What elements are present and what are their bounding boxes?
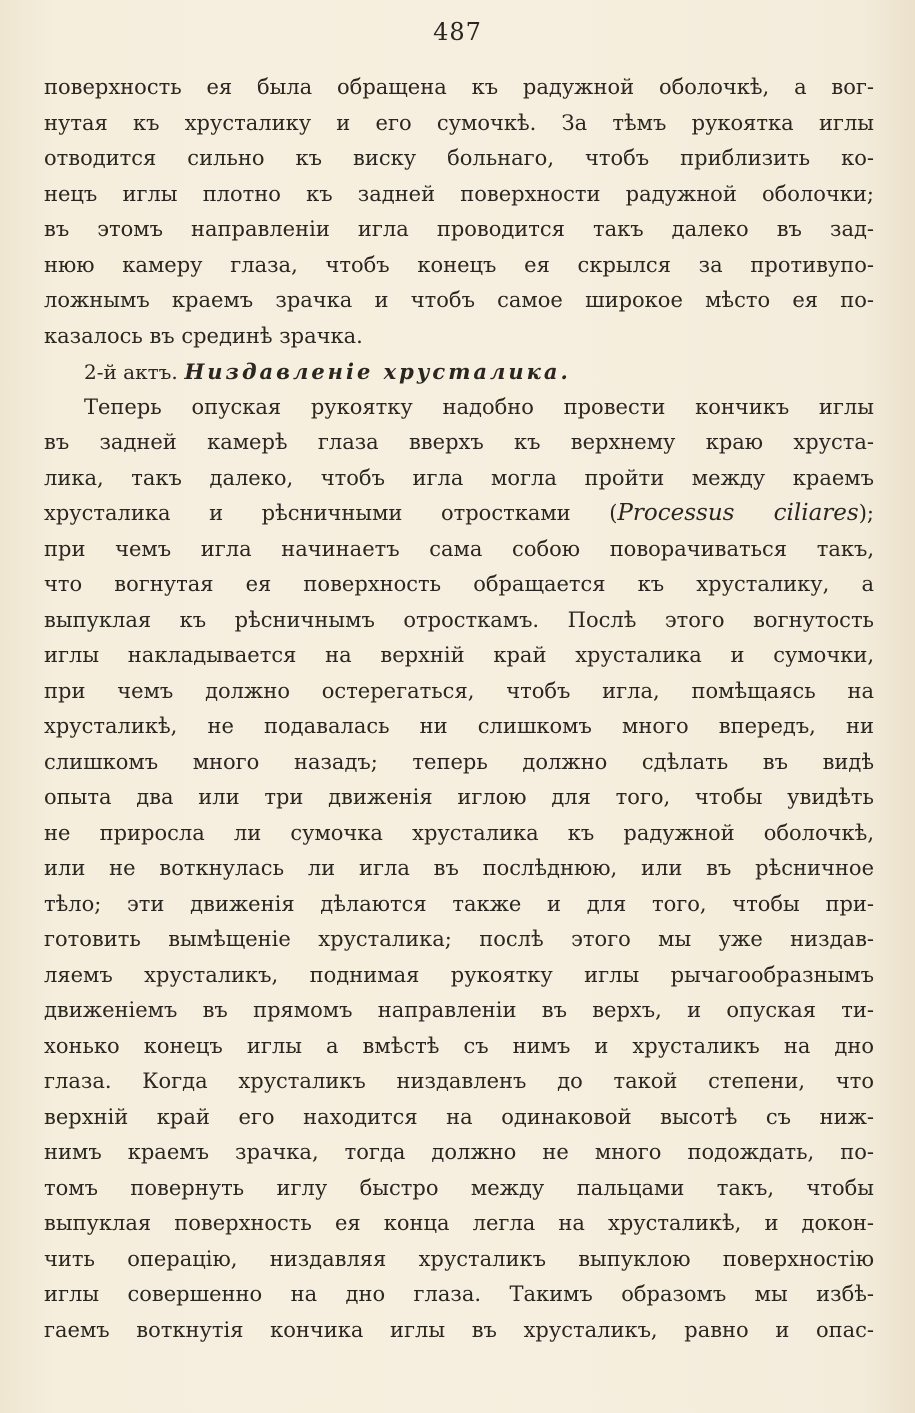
- latin-line-after: );: [858, 501, 874, 525]
- text-line: въ задней камерѣ глаза вверхъ къ верхнему краю хруста-: [44, 430, 874, 454]
- text-line: томъ повернуть иглу быстро между пальцами такъ, чтобы: [44, 1175, 874, 1200]
- text-line: лика, такъ далеко, чтобъ игла могла пройти между краемъ: [44, 465, 874, 490]
- text-line: слишкомъ много назадъ; теперь должно сдѣлать въ видѣ: [44, 749, 874, 774]
- text-line: не приросла ли сумочка хрусталика къ радужной оболочкѣ,: [44, 820, 874, 845]
- act-label: 2-й актъ.: [84, 360, 178, 384]
- text-line: нимъ краемъ зрачка, тогда должно не много подождать, по-: [44, 1140, 874, 1164]
- text-line: ляемъ хрусталикъ, поднимая рукоятку иглы рычагообразнымъ: [44, 962, 874, 987]
- text-line: верхній край его находится на одинаковой высотѣ съ ниж-: [44, 1104, 874, 1129]
- text-line: чить операцію, низдавляя хрусталикъ выпуклою поверхностію: [44, 1246, 874, 1271]
- text-line-latin: [44, 496, 874, 532]
- text-line: отводится сильно къ виску больнаго, чтобъ приблизить ко-: [44, 146, 874, 170]
- text-line: глаза. Когда хрусталикъ низдавленъ до такой степени, что: [44, 1069, 874, 1093]
- text-line: ложнымъ краемъ зрачка и чтобъ самое широкое мѣсто ея по-: [44, 288, 874, 312]
- text-line: хрусталикѣ, не подавалась ни слишкомъ много впередъ, ни: [44, 714, 874, 738]
- text-line: нецъ иглы плотно къ задней поверхности радужной оболочки;: [44, 181, 874, 206]
- act-heading: [44, 354, 874, 390]
- text-line: гаемъ воткнутія кончика иглы въ хрусталикъ, равно и опас-: [44, 1317, 874, 1342]
- text-line: при чемъ игла начинаетъ сама собою поворачиваться такъ,: [44, 536, 874, 561]
- text-line: тѣло; эти движенія дѣлаются также и для того, чтобы при-: [44, 891, 874, 916]
- text-line: Теперь опуская рукоятку надобно провести кончикъ иглы: [84, 394, 874, 419]
- text-line: нюю камеру глаза, чтобъ конецъ ея скрылся за противупо-: [44, 252, 874, 277]
- text-line: выпуклая поверхность ея конца легла на хрусталикѣ, и докон-: [44, 1211, 874, 1235]
- text-line: или не воткнулась ли игла въ послѣднюю, или въ рѣсничное: [44, 856, 874, 880]
- text-line: иглы накладывается на верхній край хрусталика и сумочки,: [44, 643, 874, 667]
- text-line: казалось въ срединѣ зрачка.: [44, 323, 363, 348]
- text-line: въ этомъ направленіи игла проводится такъ далеко въ зад-: [44, 217, 874, 241]
- latin-line-before: хрусталика и рѣсничными отростками (: [44, 501, 618, 525]
- text-line: хонько конецъ иглы а вмѣстѣ съ нимъ и хрусталикъ на дно: [44, 1033, 874, 1058]
- text-line: иглы совершенно на дно глаза. Такимъ образомъ мы избѣ-: [44, 1282, 874, 1306]
- text-line: при чемъ должно остерегаться, чтобъ игла, помѣщаясь на: [44, 678, 874, 703]
- text-line: движеніемъ въ прямомъ направленіи въ верхъ, и опуская ти-: [44, 998, 874, 1022]
- latin-term: Processus ciliares: [617, 500, 859, 526]
- page-number: 487: [433, 18, 482, 46]
- text-line: готовить вымѣщеніе хрусталика; послѣ этого мы уже низдав-: [44, 927, 874, 951]
- text-line: что вогнутая ея поверхность обращается къ хрусталику, а: [44, 572, 874, 596]
- text-line: нутая къ хрусталику и его сумочкѣ. За тѣмъ рукоятка иглы: [44, 110, 874, 135]
- text-line: поверхность ея была обращена къ радужной оболочкѣ, а вог-: [44, 75, 874, 99]
- page-body: [44, 70, 874, 1348]
- act-title: Низдавленіе хрусталика.: [184, 359, 571, 384]
- text-line: выпуклая къ рѣсничнымъ отросткамъ. Послѣ этого вогнутость: [44, 607, 874, 632]
- text-line: опыта два или три движенія иглою для того, чтобы увидѣть: [44, 785, 874, 809]
